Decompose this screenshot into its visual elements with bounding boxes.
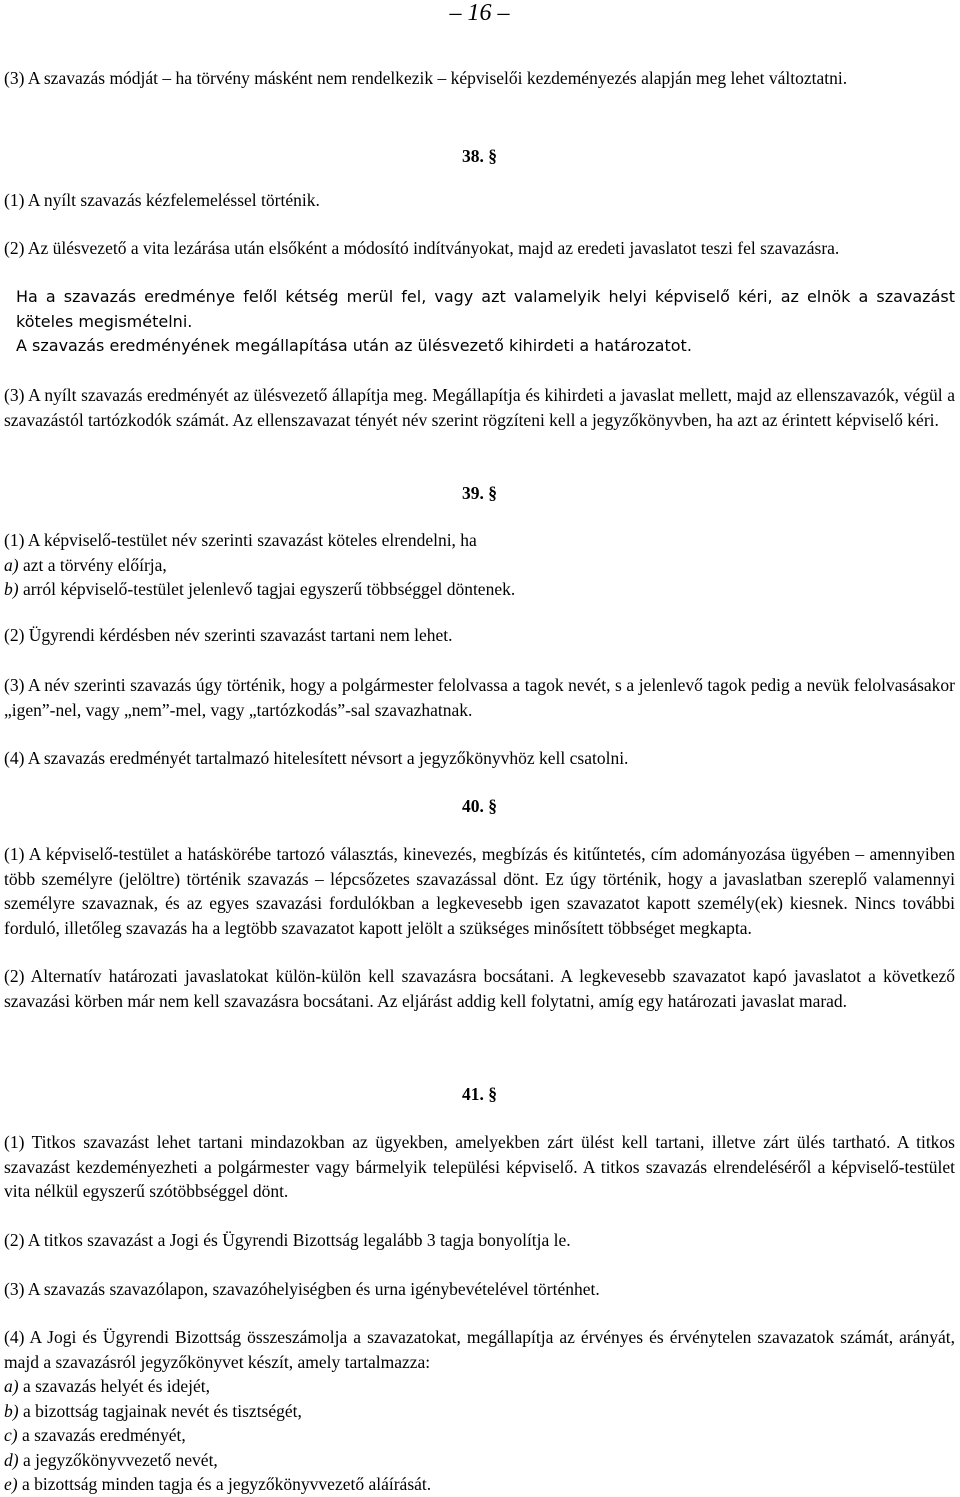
paragraph-38-2: (2) Az ülésvezető a vita lezárása után elsőként a módosító indítványokat, majd az eredeti javaslatot teszi fel szavazásra. <box>4 238 840 258</box>
list-item-label: e) <box>4 1474 18 1494</box>
section-heading-38: 38. § <box>462 146 497 166</box>
list-item-label: b) <box>4 579 19 599</box>
paragraph-39-3: (3) A név szerinti szavazás úgy történik, hogy a polgármester felolvassa a tagok nevét, s a jelenlevő tagok pedig a nevük felolvasásakor „igen”-nel, vagy „nem”-mel, vagy „tartózkodás”-sal szavazhatnak. <box>4 675 955 720</box>
paragraph-39-2: (2) Ügyrendi kérdésben név szerinti szavazást tartani nem lehet. <box>4 625 453 645</box>
paragraph-41-2: (2) A titkos szavazást a Jogi és Ügyrendi Bizottság legalább 3 tagja bonyolítja le. <box>4 1230 571 1250</box>
list-item <box>4 553 955 578</box>
list-41-4 <box>4 1374 955 1497</box>
list-item-text: a bizottság minden tagja és a jegyzőkönyvvezető aláírását. <box>21 1474 432 1494</box>
paragraph-41-4 <box>4 1325 955 1497</box>
paragraph-38-2c: A szavazás eredményének megállapítása után az ülésvezető kihirdeti a határozatot. <box>16 336 692 355</box>
list-item-label: d) <box>4 1449 19 1470</box>
list-item <box>4 1399 955 1424</box>
section-heading-41: 41. § <box>462 1084 497 1104</box>
list-item-text: a jegyzőkönyvvezető nevét, <box>22 1449 218 1470</box>
paragraph-40-1: (1) A képviselő-testület a hatáskörébe tartozó választás, kinevezés, megbízás és kitűntetés, cím adományozása ügyében – amennyiben több személyre (jelöltre) történik szavazás – lépcsőzetes szavazással dönt. Ez úgy történik, hogy a javaslatban szereplő valamennyi személyre szavaznak, és az egyes szavazási fordulókban a legkevesebb igen szavazatot kapott személy(ek) kiesnek. Nincs további forduló, illetőleg szavazás ha a legtöbb szavazatot kapott jelölt a szükséges minősített többséget megkapta. <box>4 844 955 938</box>
page-number: – 16 – <box>449 0 510 26</box>
paragraph-41-3: (3) A szavazás szavazólapon, szavazóhelyiségben és urna igénybevételével történhet. <box>4 1279 600 1299</box>
paragraph-38-1: (1) A nyílt szavazás kézfelemeléssel történik. <box>4 190 320 210</box>
paragraph-40-2: (2) Alternatív határozati javaslatokat külön-külön kell szavazásra bocsátani. A legkevesebb szavazatot kapó javaslatot a következő szavazási körben már nem kell szavazásra bocsátani. Az eljárást addig kell folytatni, amíg egy határozati javaslat marad. <box>4 966 955 1011</box>
paragraph-39-1-intro: (1) A képviselő-testület név szerinti szavazást köteles elrendelni, ha <box>4 530 477 550</box>
list-item <box>4 1423 955 1448</box>
list-item-label: b) <box>4 1400 19 1421</box>
section-heading-39: 39. § <box>462 483 497 503</box>
list-item-text: a bizottság tagjainak nevét és tisztségét, <box>22 1400 302 1421</box>
paragraph-39-4: (4) A szavazás eredményét tartalmazó hitelesített névsort a jegyzőkönyvhöz kell csatolni. <box>4 748 629 768</box>
paragraph-41-1: (1) Titkos szavazást lehet tartani mindazokban az ügyekben, amelyekben zárt ülést kell tartani, illetve zárt ülés tartható. A titkos szavazást kezdeményezheti a polgármester vagy bármelyik települési képviselő. A titkos szavazás elrendeléséről a képviselő-testület vita nélkül egyszerű szótöbbséggel dönt. <box>4 1132 955 1201</box>
list-item-label: a) <box>4 554 19 575</box>
list-item <box>4 1448 955 1473</box>
paragraph-39-1 <box>4 528 955 602</box>
list-item <box>4 577 955 602</box>
paragraph-41-4-intro: (4) A Jogi és Ügyrendi Bizottság összeszámolja a szavazatokat, megállapítja az érvényes és érvénytelen szavazatok számát, arányát, majd a szavazásról jegyzőkönyvet készít, amely tartalmazza: <box>4 1327 955 1372</box>
list-item-label: c) <box>4 1425 18 1445</box>
paragraph-37-3: (3) A szavazás módját – ha törvény másként nem rendelkezik – képviselői kezdeményezés alapján meg lehet változtatni. <box>4 68 848 88</box>
list-item-label: a) <box>4 1376 19 1396</box>
list-item-text: arról képviselő-testület jelenlevő tagjai egyszerű többséggel döntenek. <box>22 579 516 599</box>
paragraph-38-3: (3) A nyílt szavazás eredményét az ülésvezető állapítja meg. Megállapítja és kihirdeti a javaslat mellett, majd az ellenszavazók, végül a szavazástól tartózkodók számát. Az ellenszavazat tényét név szerint rögzíteni kell a jegyzőkönyvben, ha azt az érintett képviselő kéri. <box>4 385 955 430</box>
list-item <box>4 1472 955 1497</box>
list-item-text: a szavazás eredményét, <box>21 1425 186 1445</box>
section-heading-40: 40. § <box>462 796 497 816</box>
list-item <box>4 1374 955 1399</box>
paragraph-38-2b: Ha a szavazás eredménye felől kétség merül fel, vagy azt valamelyik helyi képviselő kéri, az elnök a szavazást köteles megismételni. <box>16 287 955 331</box>
list-item-text: azt a törvény előírja, <box>22 554 167 575</box>
list-item-text: a szavazás helyét és idejét, <box>22 1376 211 1396</box>
